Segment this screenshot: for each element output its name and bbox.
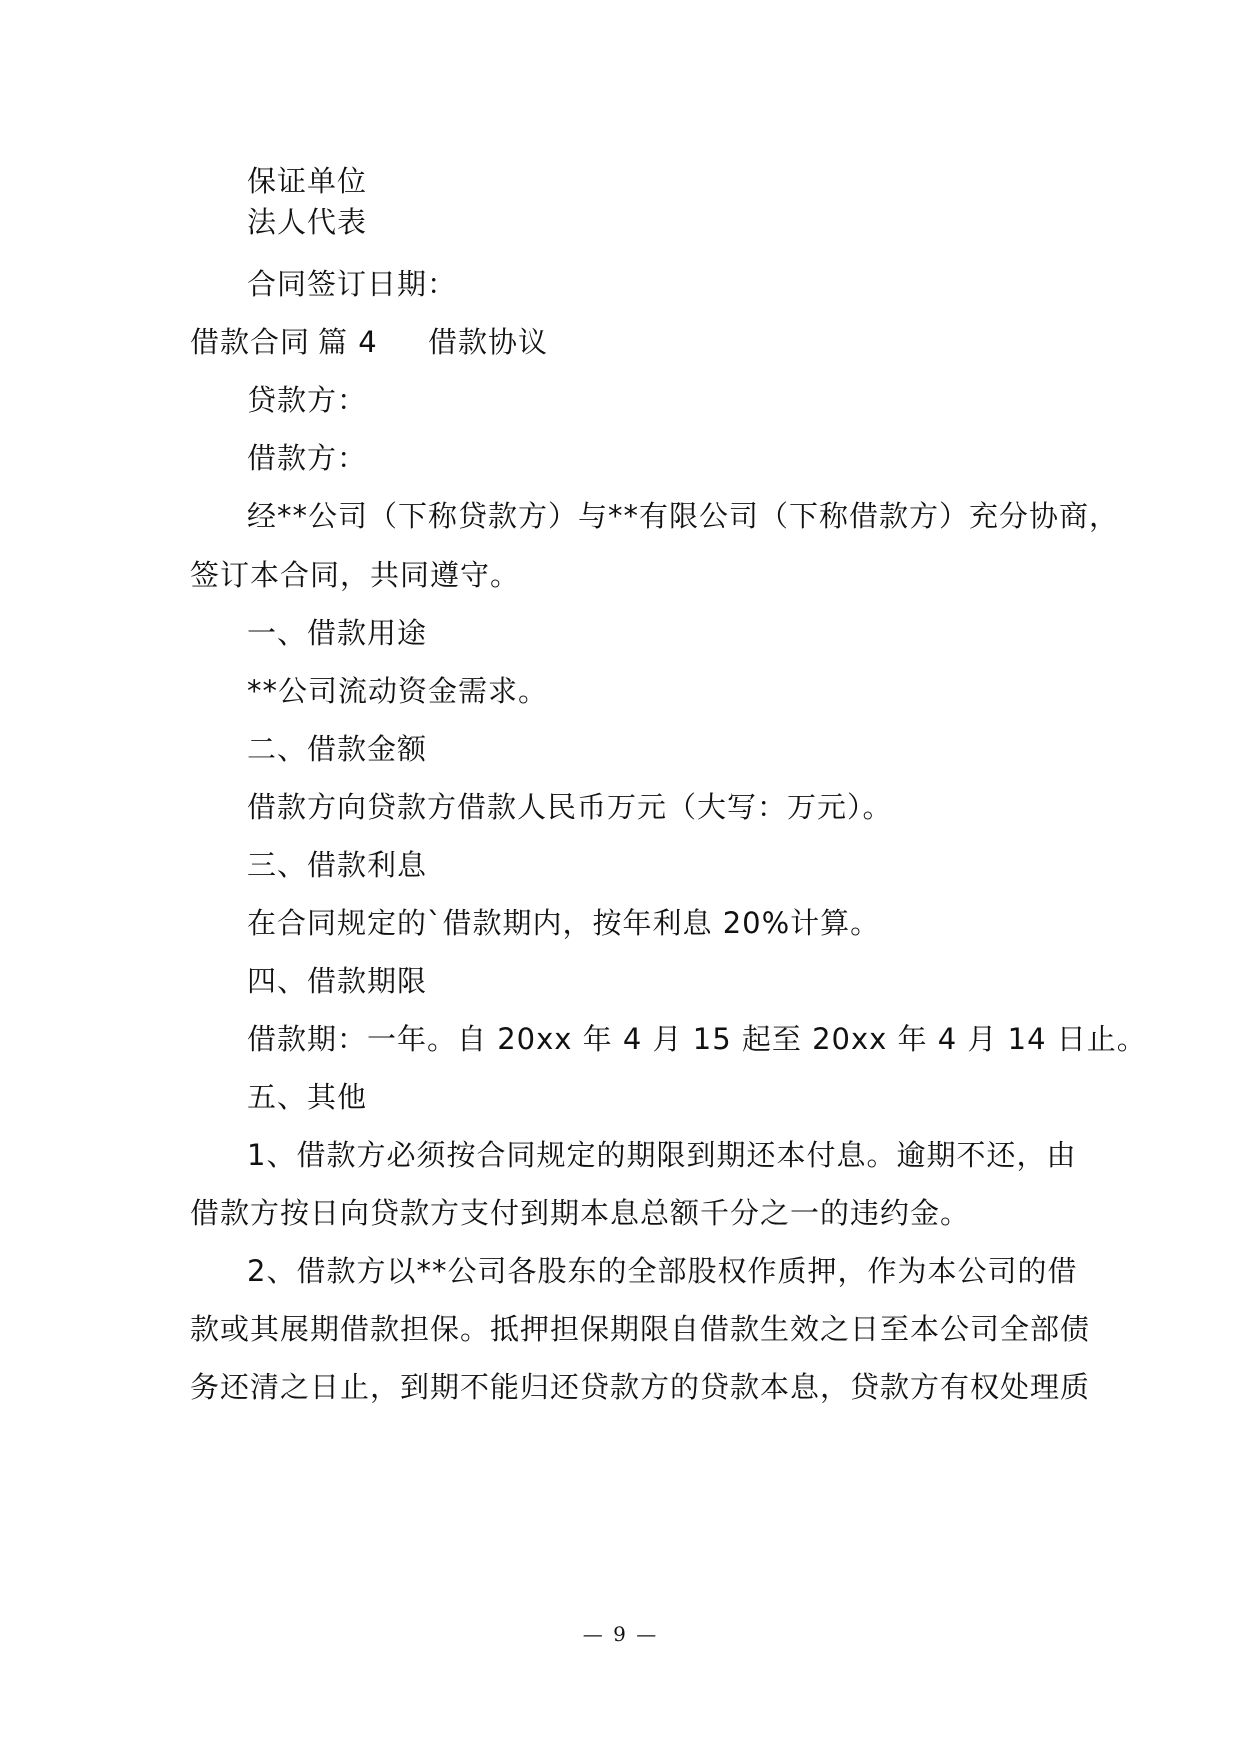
preamble-line-2: 签订本合同，共同遵守。: [190, 558, 521, 592]
clause-1-heading: 一、借款用途: [247, 616, 428, 650]
borrower-label: 借款方：: [247, 441, 368, 475]
clause-5-item-2-line-1: 2、借款方以**公司各股东的全部股权作质押，作为本公司的借: [247, 1254, 1078, 1288]
heading-subtitle: 借款协议: [428, 325, 549, 359]
clause-3-heading: 三、借款利息: [247, 848, 428, 882]
clause-5-item-1-line-1: 1、借款方必须按合同规定的期限到期还本付息。逾期不还，由: [247, 1138, 1077, 1172]
clause-1-text: **公司流动资金需求。: [247, 674, 549, 708]
legal-representative-label: 法人代表: [247, 205, 368, 239]
clause-4-text: 借款期：一年。自 20xx 年 4 月 15 起至 20xx 年 4 月 14 日止。: [247, 1022, 1147, 1056]
clause-3-text: 在合同规定的`借款期内，按年利息 20%计算。: [247, 906, 881, 940]
heading-section-number: 篇 4: [318, 325, 378, 359]
heading-title: 借款合同: [190, 325, 311, 359]
page-number: — 9 —: [582, 1622, 659, 1646]
clause-5-item-1-line-2: 借款方按日向贷款方支付到期本息总额千分之一的违约金。: [190, 1196, 971, 1230]
clause-4-heading: 四、借款期限: [247, 964, 428, 998]
clause-2-heading: 二、借款金额: [247, 732, 428, 766]
guarantor-unit-label: 保证单位: [247, 164, 368, 198]
lender-label: 贷款方：: [247, 383, 368, 417]
clause-5-item-2-line-3: 务还清之日止，到期不能归还贷款方的贷款本息，贷款方有权处理质: [190, 1370, 1091, 1404]
preamble-line-1: 经**公司（下称贷款方）与**有限公司（下称借款方）充分协商，: [247, 499, 1120, 533]
contract-date-label: 合同签订日期：: [247, 267, 458, 301]
clause-2-text: 借款方向贷款方借款人民币万元（大写：万元）。: [247, 790, 893, 824]
clause-5-item-2-line-2: 款或其展期借款担保。抵押担保期限自借款生效之日至本公司全部债: [190, 1312, 1091, 1346]
clause-5-heading: 五、其他: [247, 1080, 368, 1114]
